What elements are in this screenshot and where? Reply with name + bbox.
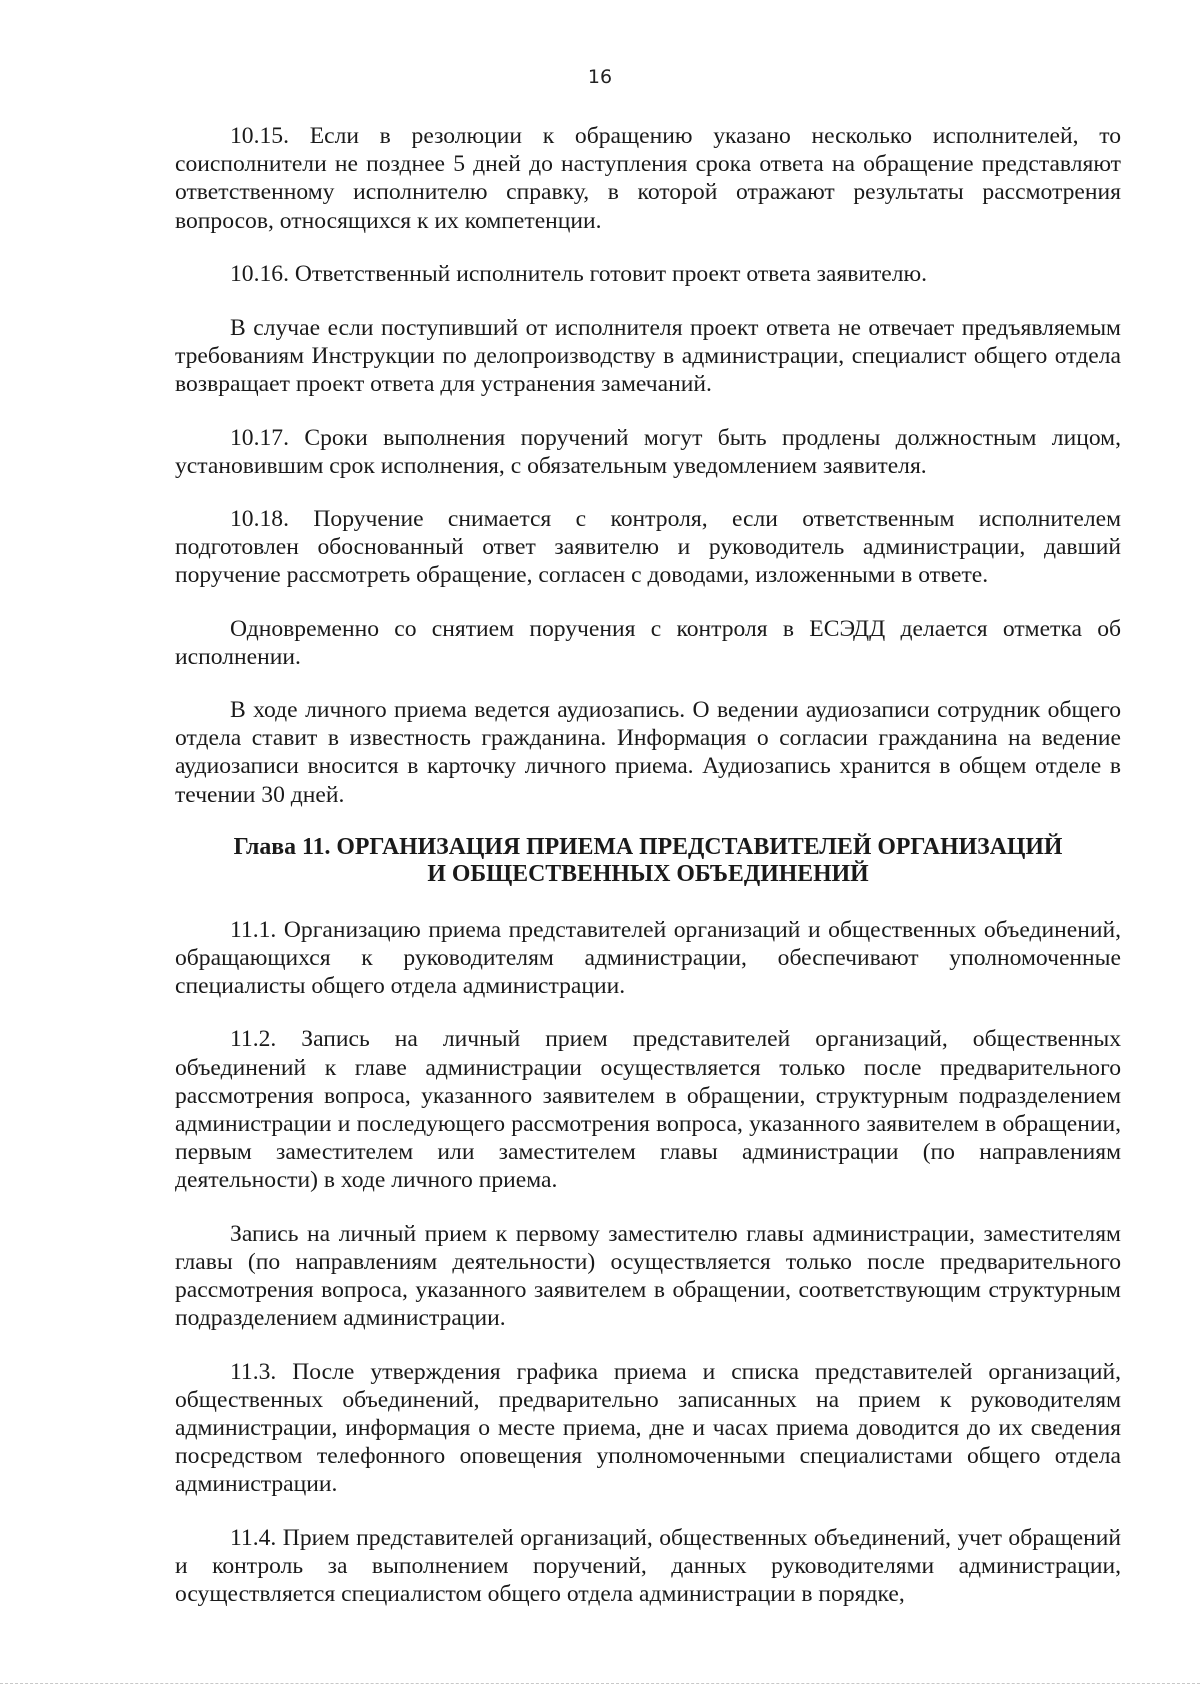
document-body (175, 122, 1121, 1633)
paragraph-11-3: 11.3. После утверждения графика приема и списка представителей организаций, общественных объединений, предварительно записанных на прием к руководителям администрации, информация о месте приема, дне и часах приема доводится до их сведения посредством телефонного оповещения уполномоченными специалистами общего отдела администрации. (175, 1358, 1121, 1498)
scan-edge-line (0, 1683, 1200, 1684)
paragraph-10-16-note: В случае если поступивший от исполнителя проект ответа не отвечает предъявляемым требованиям Инструкции по делопроизводству в администрации, специалист общего отдела возвращает проект ответа для устранения замечаний. (175, 315, 1121, 398)
chapter-heading (175, 834, 1121, 888)
paragraph-10-16: 10.16. Ответственный исполнитель готовит проект ответа заявителю. (230, 260, 928, 287)
paragraph-10-18-note: Одновременно со снятием поручения с контроля в ЕСЭДД делается отметка об исполнении. (175, 615, 1121, 670)
paragraph-10-15: 10.15. Если в резолюции к обращению указано несколько исполнителей, то соисполнители не позднее 5 дней до наступления срока ответа на обращение представляют ответственному исполнителю справку, в которой отражают результаты рассмотрения вопросов, относящихся к их компетенции. (175, 123, 1121, 234)
page-number: 16 (587, 66, 613, 88)
paragraph-11-4: 11.4. Прием представителей организаций, общественных объединений, учет обращений и контроль за выполнением поручений, данных руководителями администрации, осуществляется специалистом общего отдела администрации в порядке, (175, 1524, 1121, 1607)
paragraph-11-2: 11.2. Запись на личный прием представителей организаций, общественных объединений к главе администрации осуществляется только после предварительного рассмотрения вопроса, указанного заявителем в обращении, структурным подразделением администрации и последующего рассмотрения вопроса, указанного заявителем в обращении, первым заместителем или заместителем главы администрации (по направлениям деятельности) в ходе личного приема. (175, 1026, 1121, 1194)
paragraph-audio-recording: В ходе личного приема ведется аудиозапись. О ведении аудиозаписи сотрудник общего отдела ставит в известность гражданина. Информация о согласии гражданина на ведение аудиозаписи вносится в карточку личного приема. Аудиозапись хранится в общем отделе в течении 30 дней. (175, 697, 1121, 808)
paragraph-10-18: 10.18. Поручение снимается с контроля, если ответственным исполнителем подготовлен обоснованный ответ заявителю и руководитель администрации, давший поручение рассмотреть обращение, согласен с доводами, изложенными в ответе. (175, 506, 1121, 589)
chapter-heading-line-2: И ОБЩЕСТВЕННЫХ ОБЪЕДИНЕНИЙ (427, 860, 869, 887)
chapter-heading-line-1: Глава 11. ОРГАНИЗАЦИЯ ПРИЕМА ПРЕДСТАВИТЕЛЕЙ ОРГАНИЗАЦИЙ (233, 833, 1063, 860)
paragraph-10-17: 10.17. Сроки выполнения поручений могут быть продлены должностным лицом, установившим срок исполнения, с обязательным уведомлением заявителя. (175, 424, 1121, 479)
paragraph-11-1: 11.1. Организацию приема представителей организаций и общественных объединений, обращающихся к руководителям администрации, обеспечивают уполномоченные специалисты общего отдела администрации. (175, 916, 1121, 1000)
paragraph-11-2-note: Запись на личный прием к первому заместителю главы администрации, заместителям главы (по направлениям деятельности) осуществляется только после предварительного рассмотрения вопроса, указанного заявителем в обращении, соответствующим структурным подразделением администрации. (175, 1220, 1121, 1332)
